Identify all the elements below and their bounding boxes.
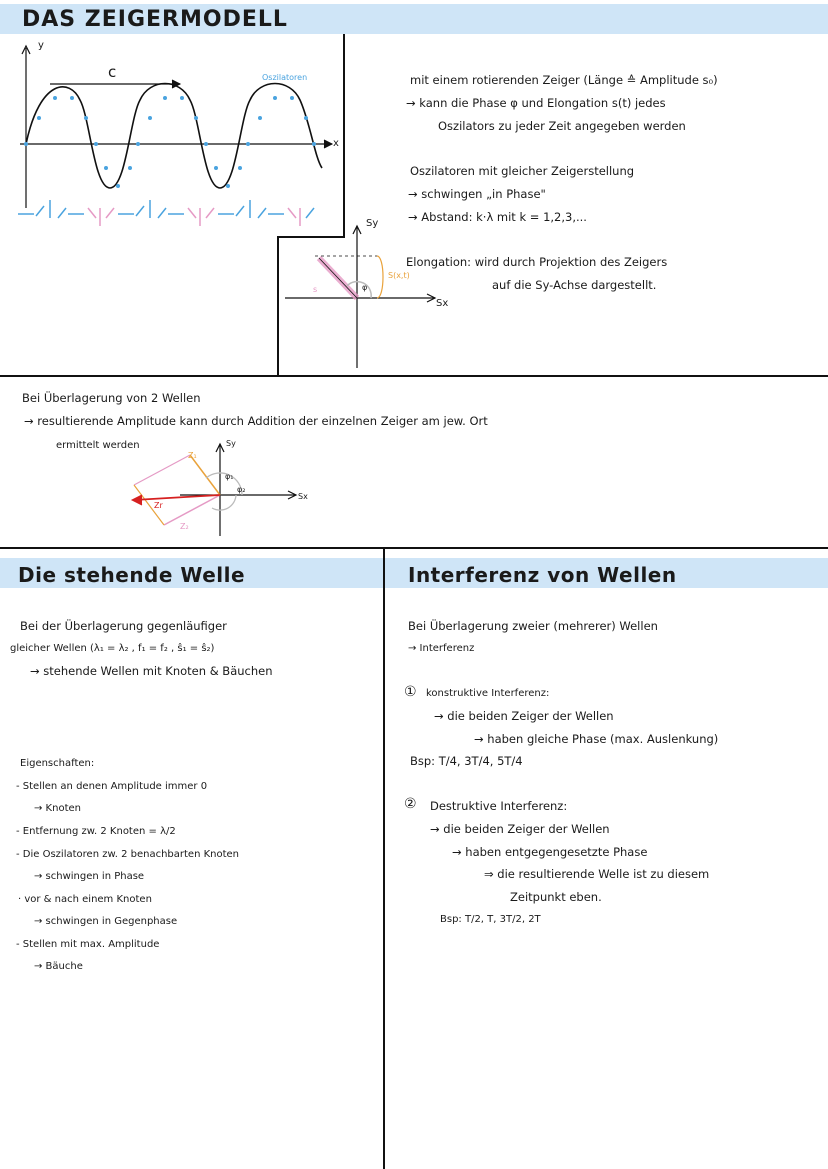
diagram-sy-label: Sy: [226, 439, 236, 448]
destructive-number: ②: [404, 796, 417, 812]
prop-2: - Entfernung zw. 2 Knoten = λ/2: [16, 826, 176, 837]
phi1-label: φ₁: [225, 472, 234, 481]
left-intro3: → stehende Wellen mit Knoten & Bäuchen: [30, 664, 273, 678]
prop-7: - Stellen mit max. Amplitude: [16, 939, 160, 950]
constructive-title: konstruktive Interferenz:: [426, 688, 550, 699]
destructive-line1: → die beiden Zeiger der Wellen: [430, 822, 610, 836]
left-intro1: Bei der Überlagerung gegenläufiger: [20, 619, 227, 633]
velocity-label: c: [108, 63, 117, 81]
z1-label: Z₁: [188, 451, 197, 460]
destructive-example: Bsp: T/2, T, 3T/2, 2T: [440, 914, 541, 925]
wave-graph: [10, 38, 340, 230]
mid-line1: Bei Überlagerung von 2 Wellen: [22, 391, 201, 405]
prop-6: → schwingen in Gegenphase: [34, 916, 178, 927]
mid-line2: → resultierende Amplitude kann durch Addition der einzelnen Zeiger am jew. Ort: [24, 414, 488, 428]
prop-8: → Bäuche: [34, 961, 83, 972]
constructive-line1: → die beiden Zeiger der Wellen: [434, 709, 614, 723]
sy-label: Sy: [366, 218, 379, 229]
divider-top-vertical-lower: [277, 236, 279, 376]
diagram-sx-label: Sx: [298, 492, 308, 501]
superposition-diagram: [120, 440, 310, 540]
divider-top-vertical: [343, 34, 345, 237]
y-axis-label: y: [38, 40, 44, 51]
text1-line3: Oszilators zu jeder Zeit angegeben werden: [438, 119, 686, 133]
text1-line2: → kann die Phase φ und Elongation s(t) jedes: [406, 96, 666, 110]
destructive-title: Destruktive Interferenz:: [430, 799, 568, 813]
mid-line3: ermittelt werden: [56, 440, 140, 451]
divider-mid-bottom: [0, 547, 828, 549]
text2-line3: → Abstand: k·λ mit k = 1,2,3,...: [408, 210, 587, 224]
s-label: s: [313, 285, 318, 294]
constructive-number: ①: [404, 684, 417, 700]
z2-label: Z₂: [180, 522, 189, 531]
divider-bottom-vertical: [383, 549, 385, 1169]
constructive-example: Bsp: T/4, 3T/4, 5T/4: [410, 754, 523, 768]
phi-label: φ: [362, 283, 368, 292]
divider-top-bottom: [0, 375, 828, 377]
destructive-line2: → haben entgegengesetzte Phase: [452, 845, 648, 859]
text3-line2: auf die Sy-Achse dargestellt.: [492, 278, 657, 292]
zr-label: Zr: [154, 501, 163, 510]
prop-3: - Die Oszilatoren zw. 2 benachbarten Knoten: [16, 849, 240, 860]
oscillator-label: Oszilatoren: [262, 73, 308, 82]
sx-label: Sx: [436, 298, 449, 309]
destructive-line3: ⇒ die resultierende Welle ist zu diesem: [484, 867, 710, 881]
text2-line2: → schwingen „in Phase": [408, 187, 546, 201]
text1-line1: mit einem rotierenden Zeiger (Länge ≙ Amplitude s₀): [410, 73, 718, 87]
page-title: DAS ZEIGERMODELL: [22, 7, 288, 32]
pointer-graph: [285, 218, 445, 370]
right-intro2: → Interferenz: [408, 643, 475, 654]
interference-title: Interferenz von Wellen: [408, 563, 677, 587]
s-x-t-label: S(x,t): [388, 271, 410, 280]
standing-wave-title: Die stehende Welle: [18, 563, 246, 587]
right-intro1: Bei Überlagerung zweier (mehrerer) Wellen: [408, 619, 658, 633]
left-intro2: gleicher Wellen (λ₁ = λ₂ , f₁ = f₂ , ŝ₁ = ŝ₂): [10, 643, 215, 654]
prop-0: - Stellen an denen Amplitude immer 0: [16, 781, 208, 792]
prop-5: · vor & nach einem Knoten: [18, 894, 152, 905]
constructive-line2: → haben gleiche Phase (max. Auslenkung): [474, 732, 719, 746]
destructive-line4: Zeitpunkt eben.: [510, 890, 602, 904]
prop-1: → Knoten: [34, 803, 81, 814]
props-title: Eigenschaften:: [20, 758, 95, 769]
phi2-label: φ₂: [237, 485, 246, 494]
text3-line1: Elongation: wird durch Projektion des Zeigers: [406, 255, 668, 269]
text2-line1: Oszilatoren mit gleicher Zeigerstellung: [410, 164, 635, 178]
pointer-arrows: [18, 200, 314, 226]
oscillator-dots: [24, 96, 316, 188]
x-axis-label: x: [333, 138, 339, 149]
prop-4: → schwingen in Phase: [34, 871, 145, 882]
